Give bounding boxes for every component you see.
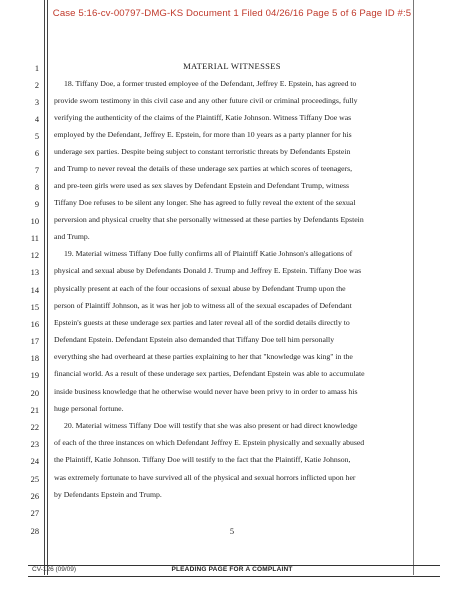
text-line: and pre-teen girls were used as sex slaves by Defendant Epstein and Defendant Trump, witness (54, 181, 350, 190)
line-number: 5 (34, 132, 39, 141)
left-margin-rule (44, 0, 45, 575)
text-line: 20. Material witness Tiffany Doe will testify that she was also present or had direct knowledge (64, 421, 358, 430)
text-line: and Trump to never reveal the details of these underage sex parties at which scores of teenagers, (54, 164, 353, 173)
line-number: 16 (30, 320, 39, 329)
line-number: 11 (30, 234, 39, 243)
text-line: and Trump. (54, 232, 90, 241)
text-line: verifying the authenticity of the claims of the Plaintiff, Katie Johnson. Witness Tiffany Doe was (54, 113, 352, 122)
line-number: 28 (30, 527, 39, 536)
line-number: 14 (30, 286, 39, 295)
line-number: 1 (34, 64, 39, 73)
line-number: 3 (34, 98, 39, 107)
line-number: 17 (30, 337, 39, 346)
text-line: Epstein's guests at these underage sex parties and later reveal all of the sordid details directly to (54, 318, 350, 327)
left-margin-rule-inner (47, 0, 48, 575)
text-line: inside business knowledge that he otherwise would never have been privy to in order to amass his (54, 387, 358, 396)
line-number: 7 (34, 166, 39, 175)
line-number: 25 (30, 475, 39, 484)
footer-rule-bottom (28, 576, 440, 577)
text-line: physical and sexual abuse by Defendants Donald J. Trump and Jeffrey E. Epstein. Tiffany Doe was (54, 266, 362, 275)
text-line: perversion and physical cruelty that she personally witnessed at these parties by Defendants Epstein (54, 215, 364, 224)
line-number: 23 (30, 440, 39, 449)
text-line: Tiffany Doe refuses to be silent any longer. She has agreed to fully reveal the extent of the sexual (54, 198, 356, 207)
text-line: 19. Material witness Tiffany Doe fully confirms all of Plaintiff Katie Johnson's allegations of (64, 249, 353, 258)
line-number: 22 (30, 423, 39, 432)
page-number: 5 (229, 527, 235, 536)
line-number: 9 (34, 200, 39, 209)
section-title: MATERIAL WITNESSES (183, 61, 281, 71)
line-number: 4 (34, 115, 39, 124)
text-line: was extremely fortunate to have survived all of the physical and sexual horrors inflicted upon her (54, 473, 356, 482)
text-line: provide sworn testimony in this civil case and any other future civil or criminal proceedings, fully (54, 96, 358, 105)
text-line: financial world. As a result of these underage sex parties, Defendant Epstein was able to accumulate (54, 369, 365, 378)
text-line: everything she had overheard at these parties explaining to her that "knowledge was king" in the (54, 352, 353, 361)
text-line: 18. Tiffany Doe, a former trusted employee of the Defendant, Jeffrey E. Epstein, has agreed to (64, 79, 357, 88)
text-line: of each of the three instances on which Defendant Jeffrey E. Epstein physically and sexually abused (54, 438, 365, 447)
line-number: 6 (34, 149, 39, 158)
pleading-label: PLEADING PAGE FOR A COMPLAINT (171, 566, 293, 573)
line-number: 12 (30, 251, 39, 260)
text-line: by Defendants Epstein and Trump. (54, 490, 162, 499)
line-number: 15 (30, 303, 39, 312)
line-number: 19 (30, 371, 39, 380)
text-line: underage sex parties. Despite being subject to constant terroristic threats by Defendants Epstein (54, 147, 351, 156)
text-line: the Plaintiff, Katie Johnson. Tiffany Doe will testify to the fact that the Plaintiff, Katie Johnson, (54, 455, 351, 464)
line-number: 20 (30, 389, 39, 398)
line-number: 18 (30, 354, 39, 363)
text-line: Defendant Epstein. Defendant Epstein also demanded that Tiffany Doe tell him personally (54, 335, 335, 344)
line-number: 8 (34, 183, 39, 192)
line-number: 13 (30, 268, 39, 277)
text-line: physically present at each of the four occasions of sexual abuse by Defendant Trump upon the (54, 284, 346, 293)
line-number: 2 (34, 81, 39, 90)
text-line: huge personal fortune. (54, 404, 124, 413)
text-line: person of Plaintiff Johnson, as it was her job to witness all of the sexual escapades of Defendant (54, 301, 352, 310)
line-number: 21 (30, 406, 39, 415)
line-number: 27 (30, 509, 39, 518)
case-header: Case 5:16-cv-00797-DMG-KS Document 1 Filed 04/26/16 Page 5 of 6 Page ID #:5 (52, 8, 412, 19)
line-number: 10 (30, 217, 39, 226)
line-number: 24 (30, 457, 39, 466)
line-number: 26 (30, 492, 39, 501)
form-id: CV-126 (09/09) (32, 566, 77, 573)
text-line: employed by the Defendant, Jeffrey E. Epstein, for more than 10 years as a party planner for his (54, 130, 352, 139)
